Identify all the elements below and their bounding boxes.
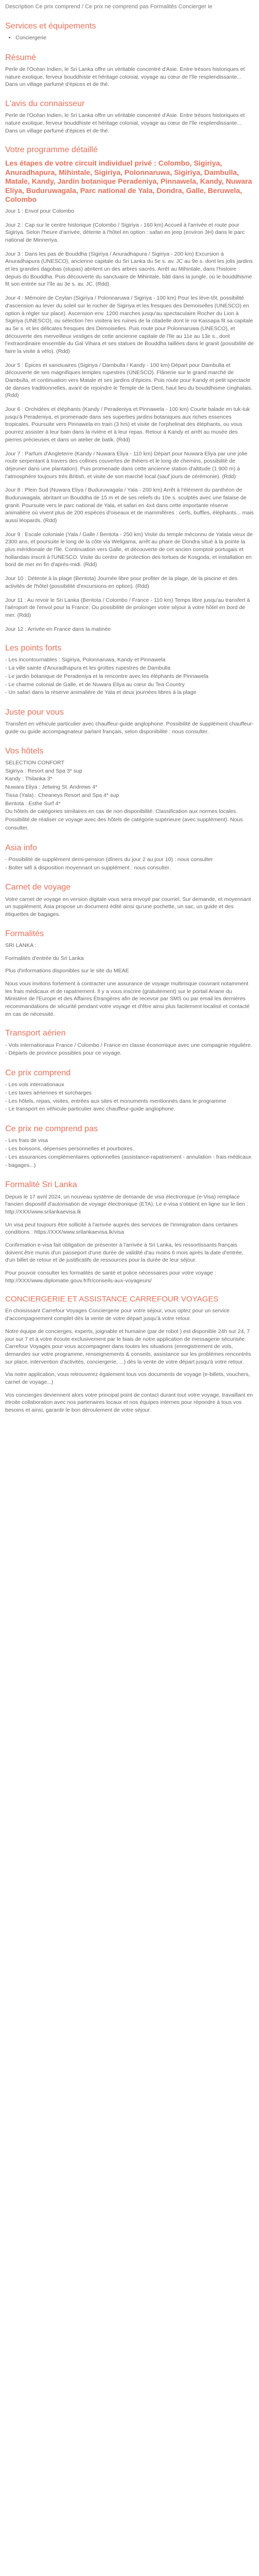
comprend-item: - Les vols internationaux [5,1082,64,1088]
transport-list [5,1042,254,1058]
formalite-sl-line: Pour pouvoir consulter les formalités de santé et police nécessaires pour votre voyage : http://XXX/www.diplomatie.gouv.fr/fr/conseils-aux-voyageurs/ [5,1270,216,1284]
hotels-list [5,759,254,833]
services-item: • Conciergerie [16,34,254,42]
non-comprend-item: - Les frais de visa [5,1137,48,1144]
points-item: - La ville sainte d'Anuradhapura et les grottes rupestres de Dambulla [5,665,170,672]
day-item: Jour 5 : Épices et sanctuaires (Sigiriya / Dambulla / Kandy - 100 km) Départ pour Dambulla et découverte de ses magnifiques temples rupestres (UNESCO). Flânerie sur le grand marché de Dambulla, et continuation vers Matale et ses jardins d'épices. Puis route pour Kandy et petit spectacle de danses traditionnelles, avant de rejoindre le Temple de la Dent, haut lieu du bouddhisme cinghalais. (Rdd) [5,362,253,399]
conciergerie-heading: CONCIERGERIE ET ASSISTANCE CARREFOUR VOYAGES [5,1295,219,1304]
day-item: Jour 3 : Dans les pas de Bouddha (Sigiriya / Anuradhapura / Sigiriya - 200 km) Excursion à Anuradhapura (UNESCO), ancienne capitale du Sri Lanka du 5e s. av. JC au 9e s. dont les jolis jardins et les grandes dagobas (stupas) abritent un des arbres sacrés. Arrêt au Mihintale, dans l'histoire depuis du Bouddha. Puis découverte du sanctuaire de Mihintale, bâti dans la jungle, où le bouddhisme fit son entrée sur l'île au 3e s. av. JC. (Rdd) [5,250,253,288]
programme-title: Les étapes de votre circuit individuel privé : Colombo, Sigiriya, Anuradhapura, Mihintale, Sigiriya, Polonnaruwa, Sigiriya, Dambulla, Matale, Kandy, Jardin botanique Peradeniya, Pinnawela, Kandy, Nuwara Eliya, Buduruwagala, Parc national de Yala, Dondra, Galle, Beruwela, Colombo [5,159,252,204]
asie-item: - Possibilité de supplément demi-pension (dîners du jour 2 au jour 10) : nous consulter [5,856,213,863]
points-heading: Les points forts [5,644,62,653]
conciergerie-paragraph: Notre équipe de concierges, experts, joignable et humaine (par de robot ) est disponible 24h sur 24, 7 jour sur 7 et à votre écoute exclusivement par le biais de notre application de messagerie sécurisée. Carrefour Voyages pour vous accompagner dans toutes les situations (enregistrement de vols, demandes sur votre programme, renseignements & conseils, assistance sur les problèmes rencontrés sur place, intervention d'activités, conciergerie, ...) dès la vente de votre départ jusqu'à votre retour. [5,1328,251,1365]
formalites-subheading: SRI LANKA : [5,942,37,949]
formalites-line: Nous vous invitons fortement à contracter une assurance de voyage multirisque couvrant notamment les frais médicaux et de rapatriement. Il y a vous inscrire (gratuitement) sur le portail Ariane du Ministère de l'Europe et des Affaires Étrangères afin de recevoir par SMS ou par email les dernières recommandations de sécurité pendant votre voyage et d'être ainsi plus facilement localisé et contacté en cas de nécessité. [5,980,250,1017]
conciergerie-paragraph: En choisissant Carrefour Voyages Conciergerie pour votre séjour, vous optez pour un service d'accompagnement complet dès la vente de votre départ jusqu'à votre retour. [5,1308,230,1322]
conciergerie-paragraph: Vos concierges deviennent alors votre principal point de contact durant tout votre voyage, travaillant en étroite collaboration avec nos partenaires locaux et nos équipes internes pour répondre à tous vos besoins et ainsi, garantir le bon déroulement de votre séjour. [5,1391,253,1414]
programme-heading: Votre programme détaillé [5,145,98,155]
day-item: Jour 9 : Escale coloniale (Yala / Galle / Bentota - 250 km) Visite du temple méconnu de Yatala vieux de 2300 ans, et poursuite le long de la côte via Weligama, arrêt au phare de Dondra situé à la pointe la plus méridionale de l'île. Continuation vers Galle, et découverte de cet ancien comptoir portugais et hollandais inscrit à l'UNESCO. Visite du centre de protection des tortues de Kosgoda, et installation en bord de mer en fin d'après-midi. (Rdd) [5,531,253,568]
services-list [5,34,254,42]
transport-item: - Départs de province possibles pour ce voyage. [5,1050,122,1057]
hotel-line: SELECTION CONFORT [5,759,65,766]
formalite-sl-line: Depuis le 17 avril 2024, un nouveau système de demande de visa électronique (e-Visa) remplace l'ancien dispositif d'autorisation de voyage électronique (ETA). Le e-visa s'obtient en ligne sur le lien : http://XXX/www.srilankaevisa.lk [5,1193,248,1215]
hotel-line: Possibilité de réaliser ce voyage avec des hôtels de catégorie supérieure (avec supplément). Nous consulter. [5,817,243,831]
points-list [5,656,254,697]
hotel-line: Ou hôtels de catégories similaires en cas de non disponibilité. Classification aux normes locales. [5,808,238,815]
hotel-line: Sigiriya : Resort and Spa 3* sup [5,767,82,774]
comprend-item: - Le transport en véhicule particulier avec chauffeur-guide anglophone. [5,1106,176,1113]
resume-heading: Résumé [5,53,36,62]
comprend-heading: Ce prix comprend [5,1069,71,1078]
intro-line: Description Ce prix comprend / Ce prix ne comprend pas Formalités Concierger ie [5,4,212,10]
envie-heading: L'avis du connaisseur [5,99,85,109]
hotel-line: Tissa (Yala) : Cheaneys Resort and Spa 4* sup [5,792,119,798]
day-item: Jour 4 : Mémoire de Ceylan (Sigiriya / Polonnaruwa / Sigiriya - 100 km) Pour les lève-tôt, possibilité d'ascension au lever du soleil sur le rocher de Sigiriya et les fresques des Demoiselles (UNESCO) en option à régler sur place). Ascension env. 1200 marches jusqu'au spectaculaire Rocher du Lion à Sigiriya (UNESCO), ou sélection l'en visitera les ruines de la citadelle dont le roi Kassapa fit sa capitale au 5e s. et les délicates fresques des Demoiselles. Puis route pour Polonnaruwa (UNESCO), et découverte des merveilleux vestiges de cette ancienne capitale de l'île au 11e au 13e s., dont l'extraordinaire ensemble du Gal Vihara et ses statues de Bouddha taillées dans le granit (possibilité de faire la visite à vélo). (Rdd) [5,295,254,354]
hotel-line: Nuwara Eliya : Jetwing St. Andrews 4* [5,784,97,791]
day-item: Jour 1 : Envol pour Colombo [5,208,75,214]
non-comprend-item: - Les boissons, dépenses personnelles et pourboires. [5,1146,134,1152]
formalite-sl-line: Un visa peut toujours être sollicité à l'arrivée auprès des services de l'immigration dans certaines conditions : https://XXX/www.srilankaevisa.lk/visa [5,1221,238,1236]
services-heading: Services et équipements [5,21,96,31]
day-item: Jour 7 : Parfum d'Angleterre (Kandy / Nuwara Eliya - 110 km) Départ pour Nuwara Eliya par une jolie route serpentant à travers des collines couvertes de théiers et le long de chemins, possibilité de déjeuner dans une plantation). Puis promenade dans cette ancienne station d'altitude (1 900 m) à l'atmosphère toujours très British, et visite de son marché local (sauf jours de cérémonie). (Rdd) [5,450,248,480]
hotel-line: Kandy : Thilanka 3* [5,776,52,782]
formalites-line: Formalités d'entrée du Sri Lanka [5,955,84,961]
comprend-item: - Les hôtels, repas, visites, entrées aux sites et monuments mentionnés dans le programme [5,1098,226,1104]
resume-text: Perle de l'Océan Indien, le Sri Lanka offre un véritable concentré d'Asie. Entre trésors historiques et nature exotique, ferveur bouddhiste et héritage colonial, voyage au cœur de l'île resplendissante... Dans un village parfumé d'épices et de thé. [5,66,245,88]
non-comprend-item: - Les assurances complémentaires optionnelles (assistance-rapatriement - annulation - frais médicaux - bagages...) [5,1153,252,1168]
points-item: - Un safari dans la réserve animalière de Yala et deux journées libres à la plage [5,689,197,696]
prix-heading: Juste pour vous [5,708,64,717]
comprend-item: - Les taxes aériennes et surcharges [5,1089,92,1096]
points-item: - Le charme colonial de Galle, et de Nuwara Eliya au cœur du Tea Country [5,681,185,688]
comprend-list [5,1081,254,1114]
formalites-line: Plus d'informations disponibles sur le site du MEAE [5,968,129,974]
envie-text: Perle de l'Océan Indien, le Sri Lanka offre un véritable concentré d'Asie. Entre trésors historiques et nature exotique, ferveur bouddhiste et héritage colonial, voyage au cœur de l'île resplendissante... Dans un village parfumé d'épices et de thé. [5,112,245,134]
formalite-sl-heading: Formalité Sri Lanka [5,1180,77,1190]
conciergerie-paragraph: Via notre application, vous retrouverez également tous vos documents de voyage (e-billets, vouchers, carnet de voyage...) [5,1371,250,1385]
hotel-line: Bentota : Esthe Surf 4* [5,800,61,807]
points-item: - Les incontournables : Sigiriya, Polonnaruwa, Kandy et Pinnawela [5,657,166,663]
non-comprend-heading: Ce prix ne comprend pas [5,1124,98,1134]
page [0,3,259,1414]
points-item: - Le jardin botanique de Peradeniya et la rencontre avec les éléphants de Pinnawela [5,673,209,679]
programme-days [5,208,254,633]
formalite-sl-line: Confirmation e-visa fait obligation de présenter à l'arrivée à Sri Lanka, les ressortissants français doivent être munis d'un passeport d'une durée de validité d'au moins 6 mois après la date d'entrée, d'un billet de retour et de justificatifs de ressources pour la durée de leur séjour. [5,1242,243,1264]
day-item: Jour 6 : Orchidées et éléphants (Kandy / Peradeniya et Pinnawela - 100 km) Courte balade en tuk-tuk jusqu'à Peradeniya, et promenade dans ses superbes jardins botaniques aux riches essences tropicales. Poursuite vers Pinnawela en train (3 hrs) et visite de l'orphelinat des éléphants, ou vous pourrez assister à leur bain dans la rivière et à leur repas. Retour à Kandy et arrêt au musée des pierres précieuses et dans un atelier de batik. (Rdd) [5,406,250,443]
asie-list [5,856,254,872]
asie-heading: Asia info [5,843,37,852]
transport-item: - Vols internationaux France / Colombo / France en classe économique avec une compagnie régulière. [5,1042,252,1048]
transport-heading: Transport aérien [5,1029,66,1038]
day-item: Jour 12 : Arrivée en France dans la matinée [5,626,111,632]
day-item: Jour 11 : Au revoir le Sri Lanka (Bentota / Colombo / France - 110 km) Temps libre jusqu'au transfert à l'aéroport de l'envol pour la France. Ou possibilité de prolonger votre séjour à votre hôtel en bord de mer. (Rdd) [5,597,250,618]
day-item: Jour 8 : Plein Sud (Nuwara Eliya / Buduruwagala / Yala - 200 km) Arrêt à l'élément du panthéon de Buduruwagala, abritant un Bouddha de 15 m et de ses reliefs du 10e s. sculptés avec une falaise de granit. Poursuite vers le parc national de Yala, et safari en 4x4 dans cette importante réserve animalière où vivent plus de 200 espèces d'oiseaux et de mammifères : cerfs, buffles, éléphants... mais aussi léopards. (Rdd) [5,487,254,524]
hotels-heading: Vos hôtels [5,746,44,756]
carnet-heading: Carnet de voyage [5,883,71,892]
formalites-heading: Formalités [5,929,44,938]
day-item: Jour 2 : Cap sur le centre historique (Colombo / Sigiriya - 160 km) Accueil à l'arrivée et route pour Sigiriya. Selon l'heure d'arrivée, détente à l'hôtel en option : safari en jeep (environ 3H) dans le parc national de Minneriya. [5,221,245,244]
asie-item: - Bolter wifi à disposition moyennant un supplément : nous consulter. [5,864,171,871]
day-item: Jour 10 : Détente à la plage (Bentota) Journée libre pour profiter de la plage, de la piscine et des activités de l'hôtel (possibilité d'excursions en option). (Rdd) [5,575,238,589]
prix-text: Transfert en véhicule particulier avec chauffeur-guide anglophone. Possibilité de supplément chauffeur-guide ou guide accompagnateur parlant français, selon disponibilité : nous consulter. [5,721,254,735]
carnet-text: Votre carnet de voyage en version digitale vous sera envoyé par courriel. Sur demande, et moyennant un supplément, Asia propose un document édité ainsi qu'une pochette, un sac, un guide et des étiquettes de bagages. [5,896,251,917]
non-comprend-list [5,1137,254,1169]
